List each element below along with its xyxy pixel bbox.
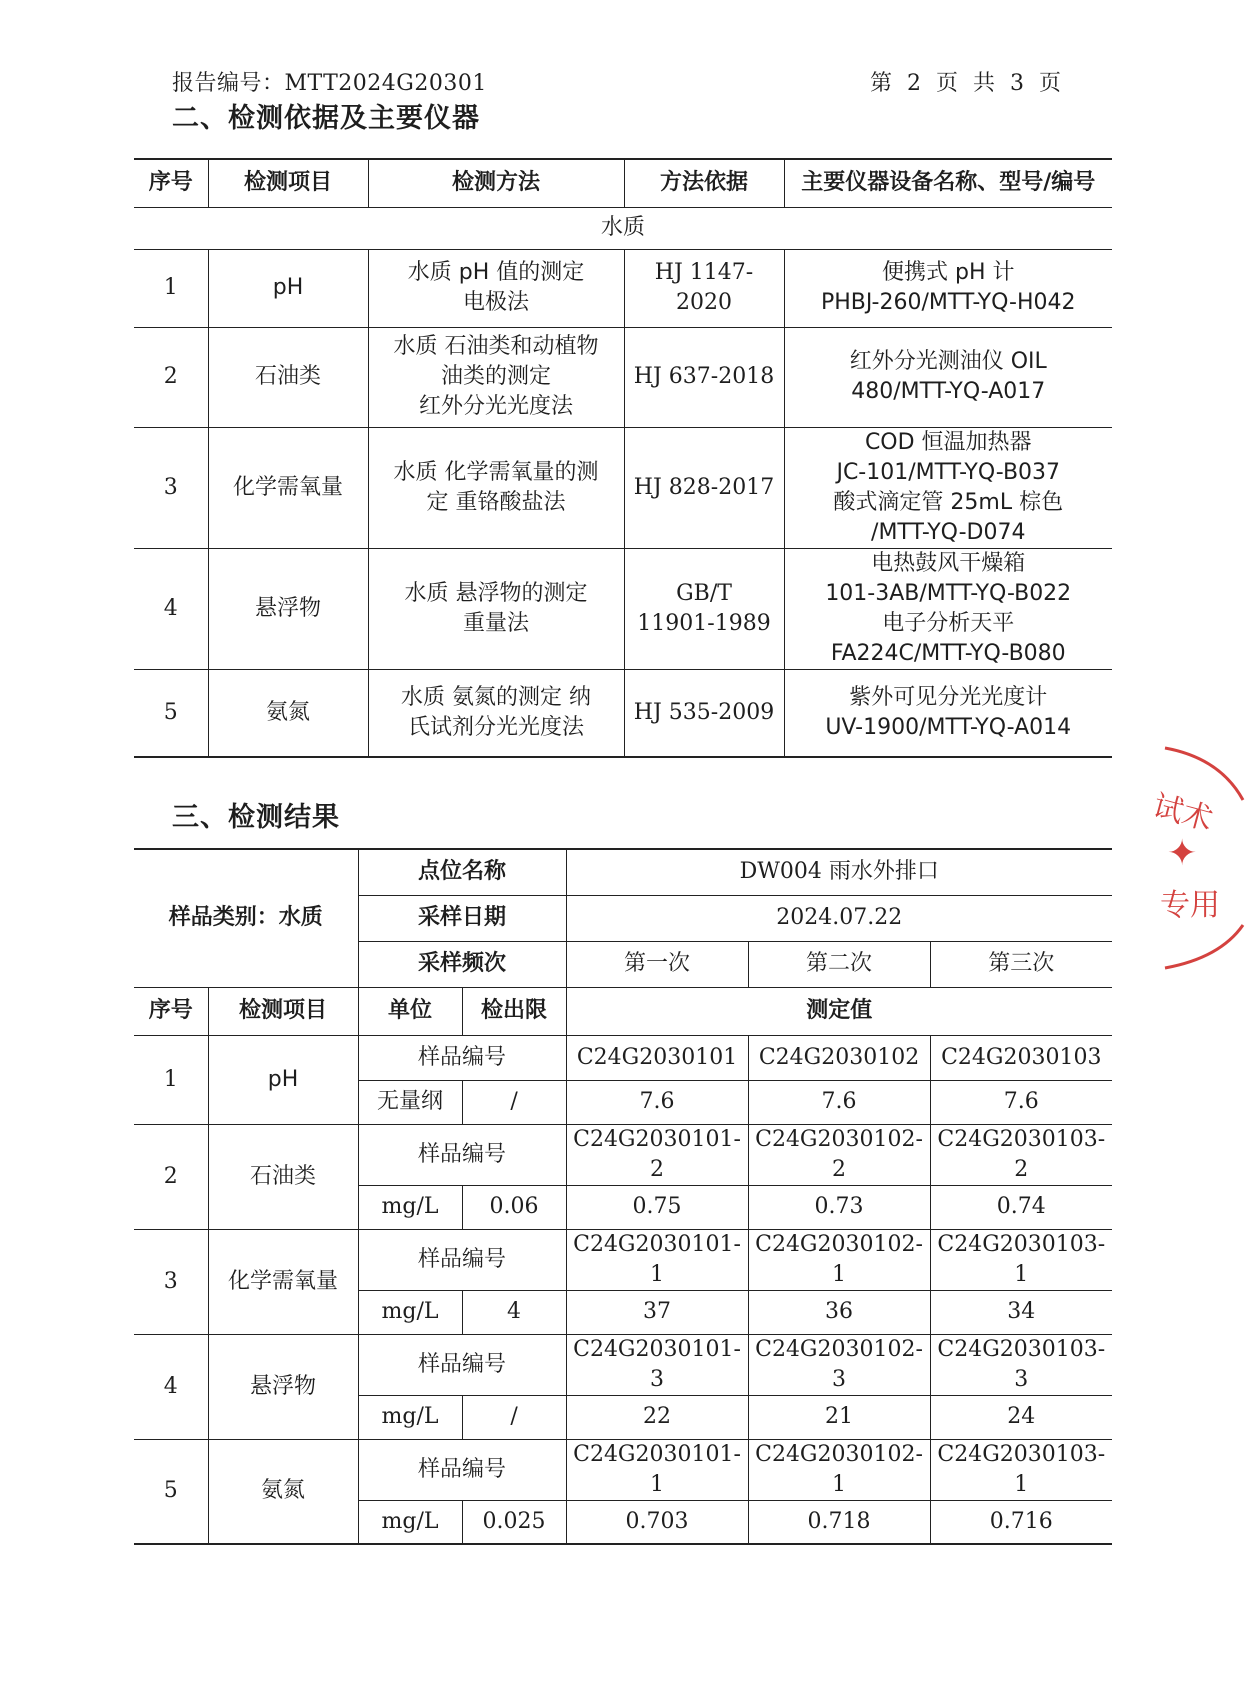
measured-value: 0.716 (930, 1500, 1112, 1544)
row-no: 2 (134, 1124, 208, 1229)
unit: 无量纲 (358, 1080, 462, 1124)
item-name: 氨氮 (208, 669, 368, 757)
method-row (134, 249, 1112, 327)
unit: mg/L (358, 1185, 462, 1229)
result-rows (134, 1035, 1112, 1544)
item-name: 石油类 (208, 1124, 358, 1229)
sample-id: C24G2030102-2 (748, 1124, 930, 1185)
method-basis (624, 427, 784, 548)
measured-value: 0.74 (930, 1185, 1112, 1229)
sample-id: C24G2030103-1 (930, 1229, 1112, 1290)
no: 3 (134, 427, 208, 548)
results-header-row (134, 987, 1112, 1035)
col-header-item: 检测项目 (208, 159, 368, 207)
method-basis-line: HJ 828-2017 (633, 474, 775, 500)
method-basis (624, 548, 784, 669)
sample-id-label: 样品编号 (358, 1229, 566, 1290)
measured-value: 36 (748, 1290, 930, 1334)
sample-id-row (134, 1334, 1112, 1395)
sample-id-row (134, 1124, 1112, 1185)
method-text-line: 重量法 (462, 610, 529, 636)
method-text-line: 水质 石油类和动植物 (393, 334, 599, 359)
sample-id: C24G2030101-1 (566, 1439, 748, 1500)
measured-value: 24 (930, 1395, 1112, 1439)
sample-id-row (134, 1229, 1112, 1290)
method-basis (624, 327, 784, 427)
category-cell: 水质 (134, 207, 1112, 249)
instrument-text (784, 249, 1112, 327)
col-header-no: 序号 (134, 987, 208, 1035)
instrument-text-line: 电子分析天平 (882, 610, 1015, 636)
col-header-method: 检测方法 (368, 159, 624, 207)
method-basis-line: HJ 535-2009 (633, 699, 775, 725)
method-basis-line: 11901-1989 (637, 610, 771, 636)
no: 4 (134, 548, 208, 669)
method-basis-line: GB/T (676, 580, 732, 606)
sample-id: C24G2030102-1 (748, 1439, 930, 1500)
row-no: 1 (134, 1035, 208, 1124)
instrument-text (784, 548, 1112, 669)
instrument-text (784, 327, 1112, 427)
method-row (134, 548, 1112, 669)
method-text (368, 327, 624, 427)
no: 5 (134, 669, 208, 757)
method-text (368, 427, 624, 548)
point-row (134, 849, 1112, 895)
item-name: pH (208, 1035, 358, 1124)
measured-value: 7.6 (748, 1080, 930, 1124)
method-basis (624, 669, 784, 757)
detection-limit: / (462, 1395, 566, 1439)
date-value: 2024.07.22 (566, 895, 1112, 941)
measured-value: 37 (566, 1290, 748, 1334)
sample-id-row (134, 1439, 1112, 1500)
instrument-text-line: 便携式 pH 计 (882, 260, 1015, 285)
sample-type: 样品类别：水质 (134, 849, 358, 987)
measured-value: 7.6 (566, 1080, 748, 1124)
sample-id-row (134, 1035, 1112, 1080)
frequency-2: 第二次 (748, 941, 930, 987)
sample-id: C24G2030103 (930, 1035, 1112, 1080)
method-text-line: 水质 悬浮物的测定 (404, 580, 588, 606)
instrument-text-line: 480/MTT-YQ-A017 (851, 379, 1046, 404)
section2-title: 二、检测依据及主要仪器 (172, 103, 480, 134)
sample-id: C24G2030101-3 (566, 1334, 748, 1395)
row-no: 4 (134, 1334, 208, 1439)
sample-id: C24G2030103-2 (930, 1124, 1112, 1185)
item-name: 石油类 (208, 327, 368, 427)
detection-limit: 0.06 (462, 1185, 566, 1229)
instrument-text-line: /MTT-YQ-D074 (871, 519, 1026, 545)
frequency-label: 采样频次 (358, 941, 566, 987)
method-row (134, 427, 1112, 548)
col-header-limit: 检出限 (462, 987, 566, 1035)
item-name: 化学需氧量 (208, 427, 368, 548)
instrument-text-line: FA224C/MTT-YQ-B080 (830, 640, 1066, 666)
instrument-text-line: 紫外可见分光光度计 (849, 684, 1048, 710)
category-row (134, 207, 1112, 249)
instrument-text-line: UV-1900/MTT-YQ-A014 (825, 714, 1072, 740)
instrument-text-line: JC-101/MTT-YQ-B037 (836, 459, 1061, 485)
method-text-line: 油类的测定 (440, 364, 551, 389)
no: 2 (134, 327, 208, 427)
sample-id-label: 样品编号 (358, 1334, 566, 1395)
instrument-text-line: 电热鼓风干燥箱 (871, 550, 1026, 576)
sample-id-label: 样品编号 (358, 1035, 566, 1080)
unit: mg/L (358, 1395, 462, 1439)
item-name: 悬浮物 (208, 548, 368, 669)
col-header-unit: 单位 (358, 987, 462, 1035)
method-text-line: 电极法 (462, 290, 529, 315)
method-instrument-table (134, 158, 1112, 758)
instrument-text-line: PHBJ-260/MTT-YQ-H042 (820, 290, 1076, 315)
method-text (368, 249, 624, 327)
table-header-row (134, 159, 1112, 207)
method-text-line: 氏试剂分光光度法 (407, 714, 584, 740)
method-text (368, 669, 624, 757)
row-no: 3 (134, 1229, 208, 1334)
method-text-line: 水质 氨氮的测定 纳 (401, 684, 591, 710)
measured-value: 0.73 (748, 1185, 930, 1229)
measured-value: 0.718 (748, 1500, 930, 1544)
measured-value: 0.75 (566, 1185, 748, 1229)
col-header-instrument: 主要仪器设备名称、型号/编号 (784, 159, 1112, 207)
measured-value: 0.703 (566, 1500, 748, 1544)
method-rows (134, 249, 1112, 757)
method-row (134, 669, 1112, 757)
method-text-line: 定 重铬酸盐法 (426, 489, 566, 515)
instrument-text (784, 427, 1112, 548)
method-row (134, 327, 1112, 427)
no: 1 (134, 249, 208, 327)
measured-value: 21 (748, 1395, 930, 1439)
item-name: pH (208, 249, 368, 327)
method-text-line: 红外分光光度法 (418, 394, 573, 419)
stamp-text-top: 试术 (1149, 788, 1217, 838)
item-name: 氨氮 (208, 1439, 358, 1544)
sample-id: C24G2030102 (748, 1035, 930, 1080)
stamp-emblem: ✦ (1167, 833, 1198, 874)
report-number: 报告编号：MTT2024G20301 (172, 71, 487, 96)
col-header-no: 序号 (134, 159, 208, 207)
sample-id: C24G2030101-2 (566, 1124, 748, 1185)
sample-id: C24G2030101-1 (566, 1229, 748, 1290)
results-table (134, 848, 1112, 1545)
date-label: 采样日期 (358, 895, 566, 941)
measured-value: 7.6 (930, 1080, 1112, 1124)
measured-value: 22 (566, 1395, 748, 1439)
instrument-text (784, 669, 1112, 757)
item-name: 悬浮物 (208, 1334, 358, 1439)
item-name: 化学需氧量 (208, 1229, 358, 1334)
detection-limit: / (462, 1080, 566, 1124)
instrument-text-line: COD 恒温加热器 (864, 429, 1032, 455)
point-value: DW004 雨水外排口 (566, 849, 1112, 895)
point-label: 点位名称 (358, 849, 566, 895)
sample-id-label: 样品编号 (358, 1439, 566, 1500)
col-header-item: 检测项目 (208, 987, 358, 1035)
instrument-text-line: 红外分光测油仪 OIL (849, 349, 1047, 374)
page-indicator: 第 2 页 共 3 页 (870, 71, 1065, 96)
unit: mg/L (358, 1500, 462, 1544)
sample-id: C24G2030103-3 (930, 1334, 1112, 1395)
method-basis-line: HJ 637-2018 (633, 364, 775, 389)
instrument-text-line: 酸式滴定管 25mL 棕色 (833, 489, 1064, 515)
red-stamp (1125, 740, 1245, 970)
method-text-line: 水质 pH 值的测定 (407, 260, 585, 285)
method-text-line: 水质 化学需氧量的测 (393, 459, 599, 485)
sample-id: C24G2030101 (566, 1035, 748, 1080)
sample-id: C24G2030102-1 (748, 1229, 930, 1290)
method-text (368, 548, 624, 669)
sample-id: C24G2030102-3 (748, 1334, 930, 1395)
sample-id-label: 样品编号 (358, 1124, 566, 1185)
col-header-values: 测定值 (566, 987, 1112, 1035)
section3-title: 三、检测结果 (172, 802, 340, 833)
sample-id: C24G2030103-1 (930, 1439, 1112, 1500)
measured-value: 34 (930, 1290, 1112, 1334)
row-no: 5 (134, 1439, 208, 1544)
frequency-1: 第一次 (566, 941, 748, 987)
detection-limit: 4 (462, 1290, 566, 1334)
stamp-text-bottom: 专用 (1160, 888, 1220, 923)
frequency-3: 第三次 (930, 941, 1112, 987)
instrument-text-line: 101-3AB/MTT-YQ-B022 (825, 580, 1072, 606)
method-basis (624, 249, 784, 327)
unit: mg/L (358, 1290, 462, 1334)
detection-limit: 0.025 (462, 1500, 566, 1544)
method-basis-line: HJ 1147-2020 (654, 260, 754, 315)
col-header-basis: 方法依据 (624, 159, 784, 207)
